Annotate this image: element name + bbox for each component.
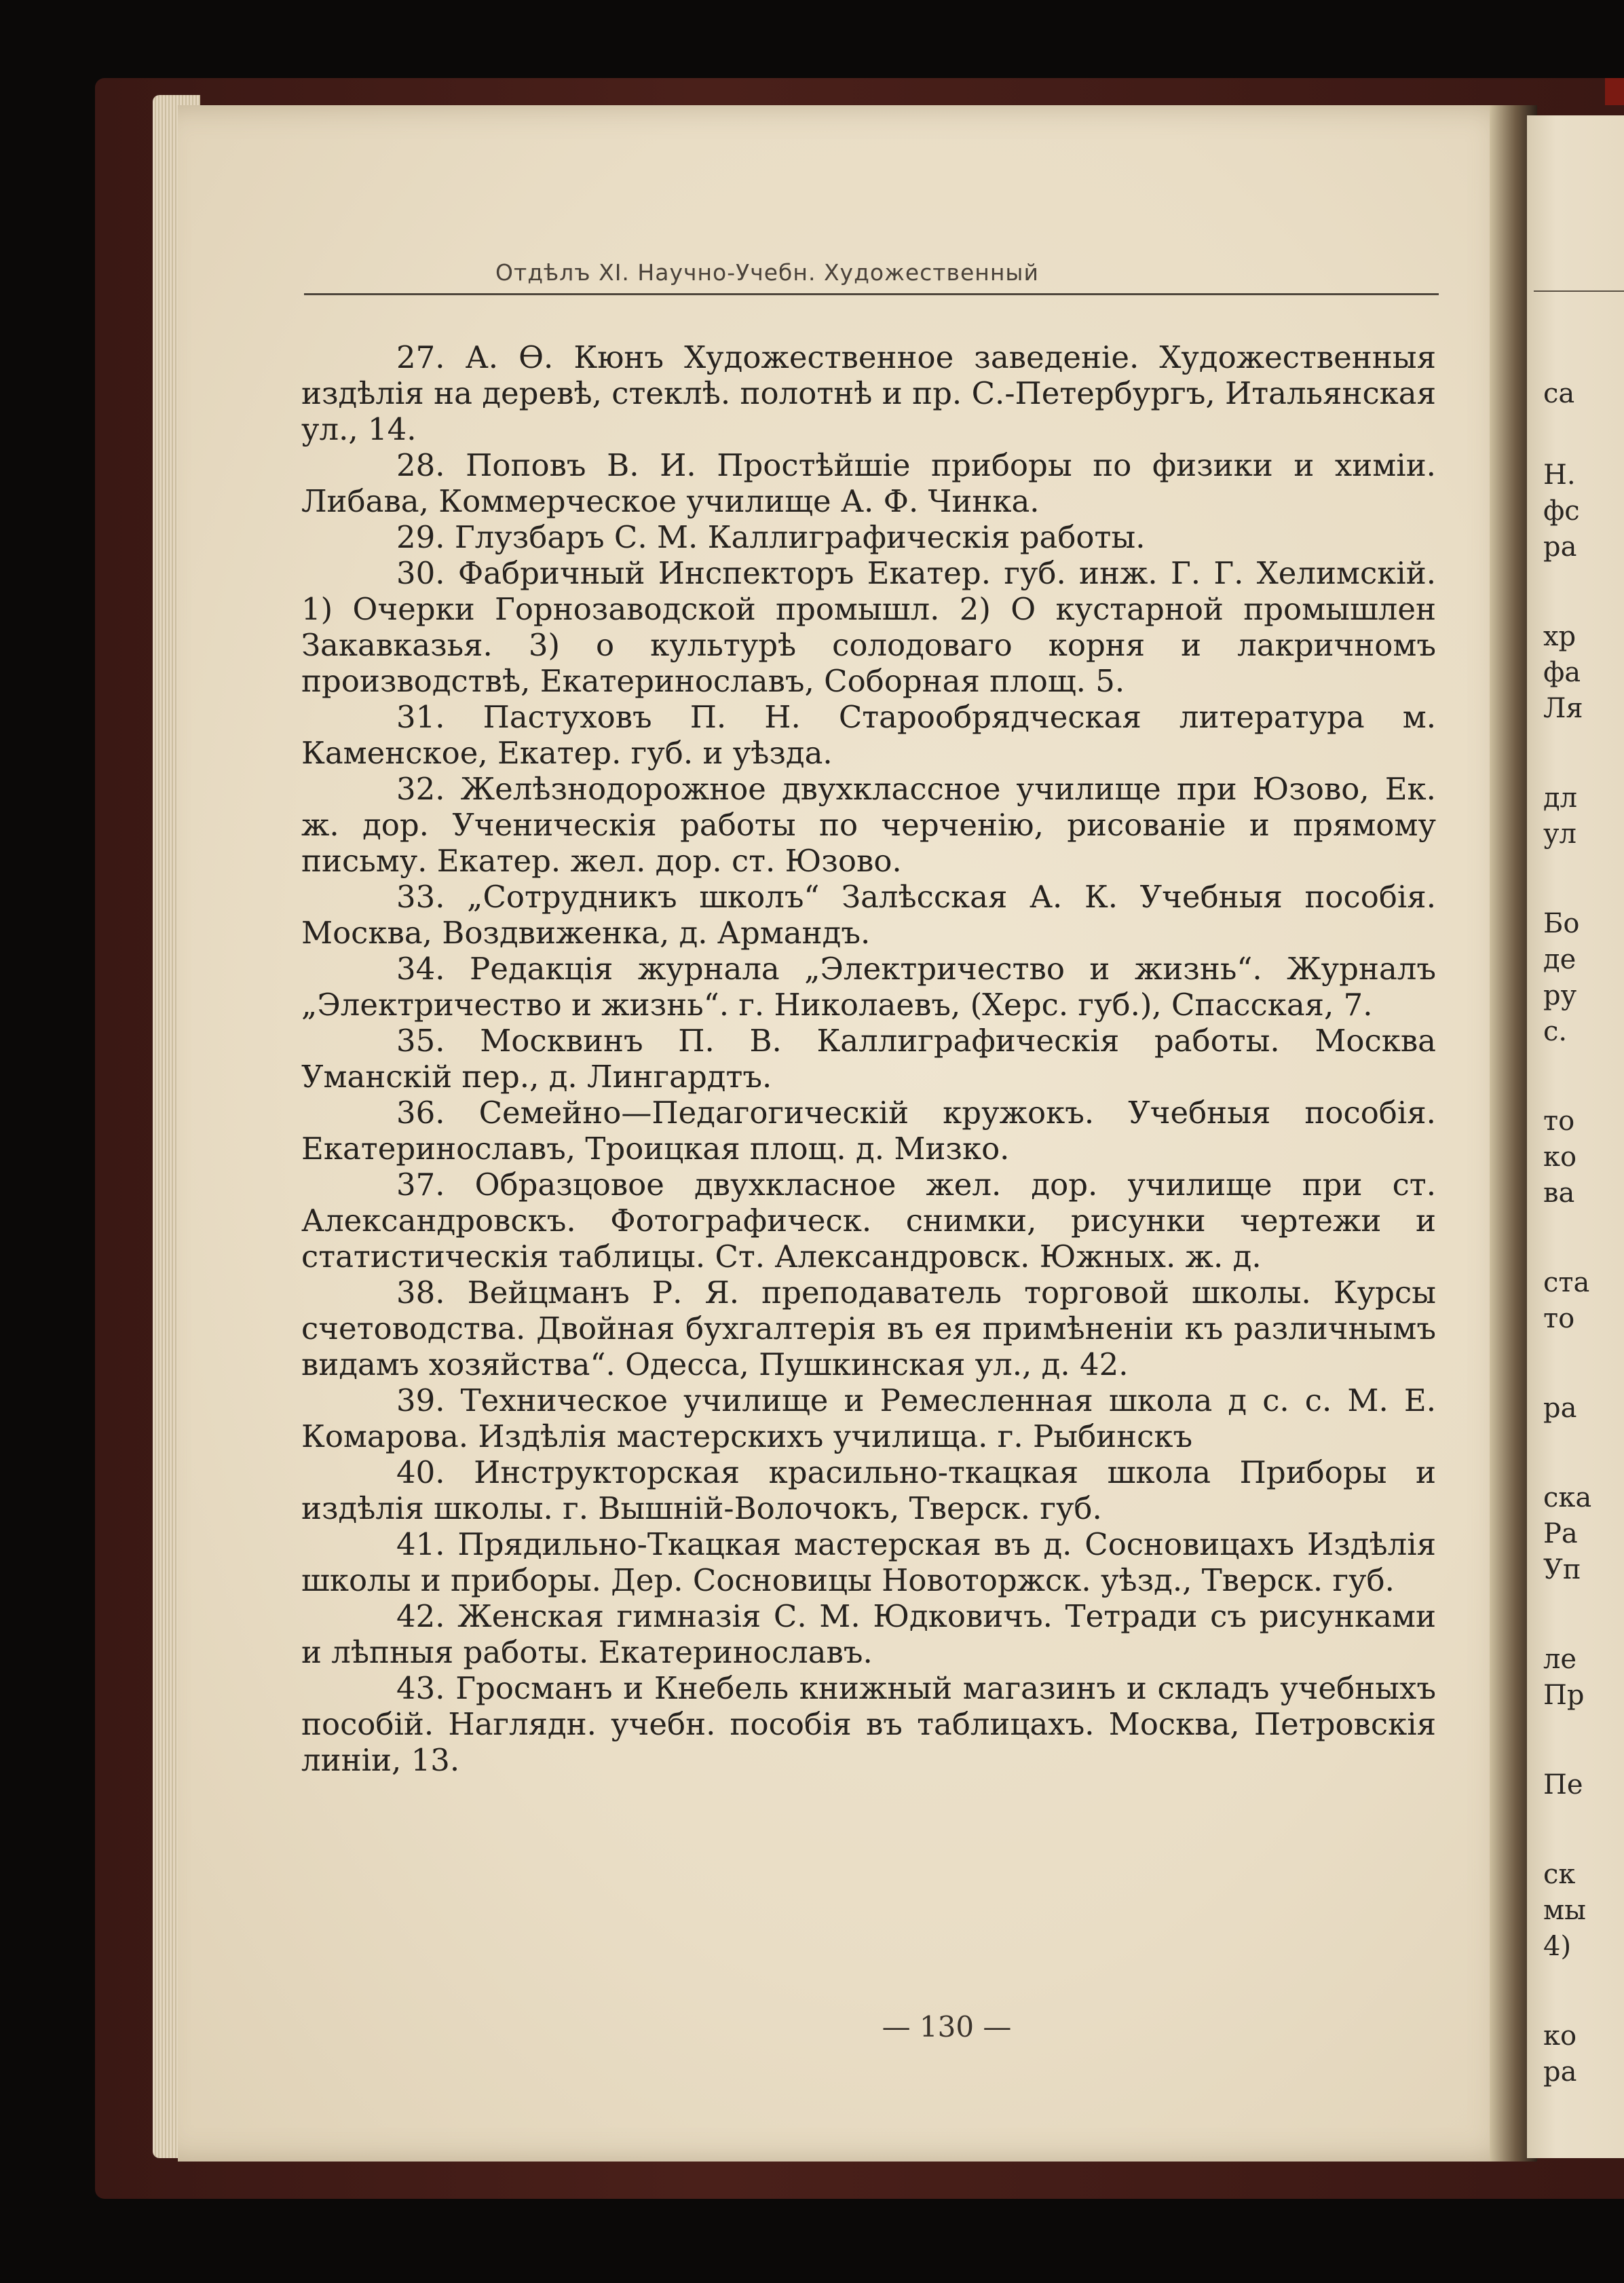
entry-31: 31. Пастуховъ П. Н. Старообрядческая литература м. Каменское, Екатер. губ. и уѣзда. [301,699,1436,771]
entry-30: 30. Фабричный Инспекторъ Екатер. губ. инж. Г. Г. Хелимскій. 1) Очерки Горнозаводской промышл. 2) О кустарной промышлен Закавказья. 3) о культурѣ солодоваго корня и лакричномъ производствѣ, Екатеринославъ, Соборная площ. 5. [301,555,1436,699]
page-number: — 130 — [882,2010,1012,2043]
entry-35: 35. Москвинъ П. В. Каллиграфическія работы. Москва Уманскій пер., д. Лингардтъ. [301,1023,1436,1095]
next-page-edge [1527,115,1624,2158]
entry-27: 27. А. Ѳ. Кюнъ Художественное заведеніе. Художественныя издѣлія на деревѣ, стеклѣ. полотнѣ и пр. С.-Петербургъ, Итальянская ул., 14. [301,339,1436,447]
next-page-fragment: Пе [1543,1769,1583,1800]
entry-32: 32. Желѣзнодорожное двухклассное училище при Юзово, Ек. ж. дор. Ученическія работы по черченію, рисованіе и прямому письму. Екатер. жел. дор. ст. Юзово. [301,771,1436,879]
next-page-fragment: ру [1543,980,1577,1011]
running-header: Отдѣлъ XI. Научно-Учебн. Художественный [495,259,1039,286]
header-rule [304,293,1439,295]
next-page-fragment: хр [1543,621,1576,652]
next-page-fragment: ко [1543,1142,1577,1173]
next-page-fragment: мы [1543,1895,1586,1926]
next-page-fragment: Бо [1543,908,1580,939]
entry-41: 41. Прядильно-Ткацкая мастерская въ д. Сосновицахъ Издѣлія школы и приборы. Дер. Сосновицы Новоторжск. уѣзд., Тверск. губ. [301,1526,1436,1598]
next-page-fragment: Ра [1543,1518,1578,1549]
next-page-fragment: ра [1543,1393,1577,1424]
entries-text [301,339,1436,1778]
entry-40: 40. Инструкторская красильно-ткацкая школа Приборы и издѣлія школы. г. Вышній-Волочокъ, Тверск. губ. [301,1454,1436,1526]
next-page-fragment: фа [1543,657,1581,688]
entry-37: 37. Образцовое двухкласное жел. дор. училище при ст. Александровскъ. Фотографическ. снимки, рисунки чертежи и статистическія таблицы. Ст. Александровск. Южных. ж. д. [301,1167,1436,1275]
entry-43: 43. Гросманъ и Кнебель книжный магазинъ и складъ учебныхъ пособій. Наглядн. учебн. пособія въ таблицахъ. Москва, Петровскія линіи, 13. [301,1670,1436,1778]
next-page-fragment: фс [1543,495,1580,527]
next-page-fragment: ста [1543,1267,1590,1298]
next-page-fragment: са [1543,378,1575,409]
next-page-fragment: ра [1543,531,1577,563]
next-page-fragment: дл [1543,782,1578,814]
next-page-fragment: ко [1543,2020,1577,2052]
entry-29: 29. Глузбаръ С. М. Каллиграфическія работы. [396,519,1146,555]
next-page-fragment: ва [1543,1177,1575,1209]
next-page-fragment: ра [1543,2056,1577,2088]
next-page-fragment: 4) [1543,1931,1572,1962]
next-page-fragment: ск [1543,1859,1576,1890]
next-page-fragment: Уп [1543,1554,1581,1585]
next-page-fragment: ска [1543,1482,1592,1513]
next-page-header-rule [1534,290,1624,292]
next-page-fragment: то [1543,1303,1575,1334]
entry-38: 38. Вейцманъ Р. Я. преподаватель торговой школы. Курсы счетоводства. Двойная бухгалтерія въ ея примѣненіи къ различнымъ видамъ хозяйства“. Одесса, Пушкинская ул., д. 42. [301,1275,1436,1382]
entry-42: 42. Женская гимназія С. М. Юдковичъ. Тетради съ рисунками и лѣпныя работы. Екатеринославъ. [301,1598,1436,1670]
next-page-fragment: ле [1543,1644,1577,1675]
entry-28: 28. Поповъ В. И. Простѣйшіе приборы по физики и химіи. Либава, Коммерческое училище А. Ф. Чинка. [301,447,1436,519]
entry-34: 34. Редакція журнала „Электричество и жизнь“. Журналъ „Электричество и жизнь“. г. Николаевъ, (Херс. губ.), Спасская, 7. [301,951,1436,1023]
next-page-fragment: ул [1543,818,1576,850]
next-page-fragment: с. [1543,1016,1568,1047]
next-page-fragment: то [1543,1106,1575,1137]
next-page-fragment: де [1543,944,1576,975]
next-page-fragment: Ля [1543,693,1583,724]
entry-39: 39. Техническое училище и Ремесленная школа д с. с. М. Е. Комарова. Издѣлія мастерскихъ училища. г. Рыбинскъ [301,1382,1436,1454]
entry-36: 36. Семейно—Педагогическій кружокъ. Учебныя пособія. Екатеринославъ, Троицкая площ. д. Мизко. [301,1095,1436,1167]
cover-corner [1605,78,1624,105]
next-page-fragment: Н. [1543,459,1576,491]
entry-33: 33. „Сотрудникъ школъ“ Залѣсская А. К. Учебныя пособія. Москва, Воздвиженка, д. Армандъ. [301,879,1436,951]
next-page-fragment: Пр [1543,1680,1585,1711]
